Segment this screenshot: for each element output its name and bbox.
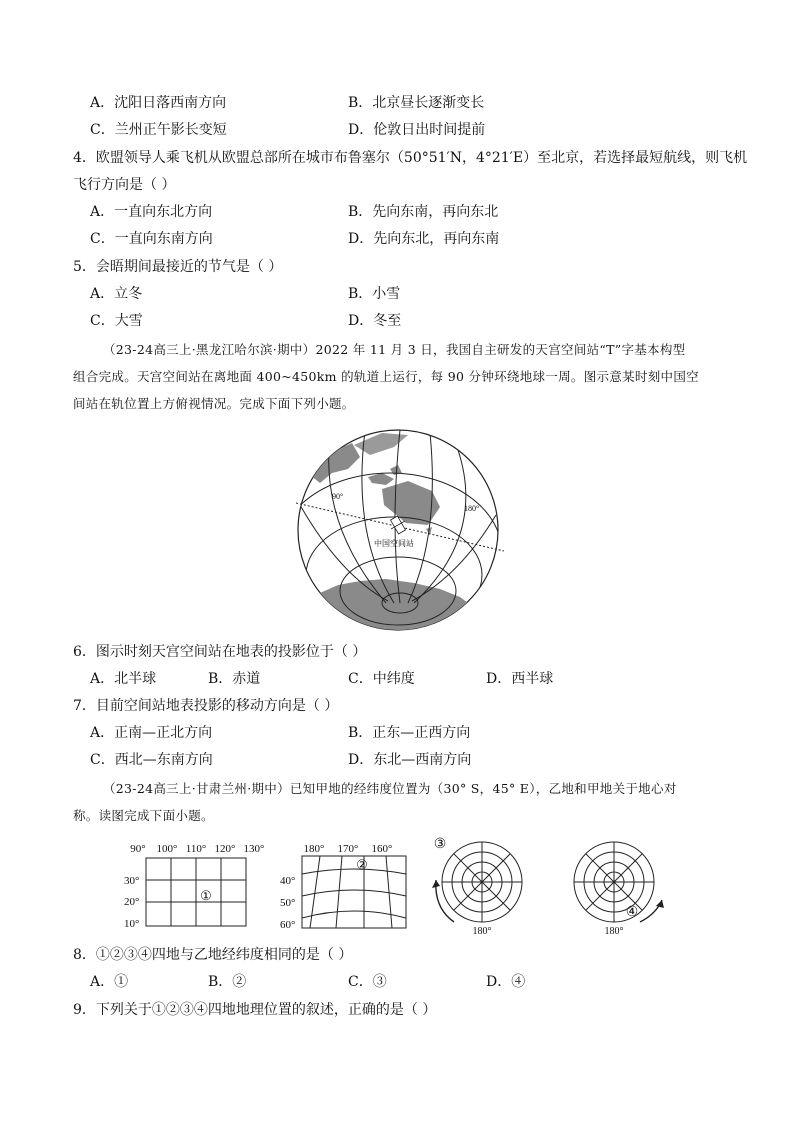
q4-option-c: C．一直向东南方向 bbox=[90, 231, 213, 247]
q6-option-a: A．北半球 bbox=[90, 671, 157, 687]
polar-figure-4 bbox=[560, 836, 670, 938]
q4-stem-line1: 4．欧盟领导人乘飞机从欧盟总部所在城市布鲁塞尔（50°51′N，4°21′E）至北京，若选择最短航线，则飞机 bbox=[73, 150, 748, 166]
fig1-lon-label: 120° bbox=[214, 843, 236, 855]
q7-option-a: A．正南—正北方向 bbox=[90, 725, 213, 741]
q7-option-c: C．西北—东南方向 bbox=[90, 752, 213, 768]
polar-figure-3 bbox=[428, 836, 536, 938]
fig2-lat-label: 40° bbox=[280, 875, 296, 887]
q6-option-b: B．赤道 bbox=[208, 671, 261, 687]
q8-option-c: C．③ bbox=[348, 974, 387, 990]
q4-option-a: A．一直向东北方向 bbox=[90, 204, 213, 220]
globe-figure bbox=[290, 425, 510, 640]
fig2-lat-label: 50° bbox=[280, 897, 296, 909]
fig1-lat-label: 30° bbox=[124, 875, 140, 887]
fig1-lon-label: 130° bbox=[243, 843, 265, 855]
q3-option-b: B．北京昼长逐渐变长 bbox=[348, 95, 485, 111]
fig4-arrowhead bbox=[656, 900, 664, 908]
fig1-lon-label: 100° bbox=[156, 843, 178, 855]
label-90: 90° bbox=[332, 492, 344, 501]
q7-option-d: D．东北—西南方向 bbox=[348, 752, 472, 768]
grid-figure-2 bbox=[276, 838, 412, 934]
fig2-grid-lines bbox=[302, 856, 406, 928]
q5-option-d: D．冬至 bbox=[348, 313, 402, 329]
q8-option-d: D．④ bbox=[486, 974, 526, 990]
fig2-marker: ② bbox=[356, 857, 368, 872]
q8-option-a: A．① bbox=[90, 974, 129, 990]
fig2-lon-label: 170° bbox=[337, 843, 359, 855]
q4-option-b: B．先向东南，再向东北 bbox=[348, 204, 499, 220]
fig1-lon-label: 90° bbox=[130, 843, 146, 855]
fig2-lon-label: 180° bbox=[303, 843, 325, 855]
passage1-line1: （23-24高三上·黑龙江哈尔滨·期中）2022 年 11 月 3 日，我国自主研发的天宫空间站“T”字基本构型 bbox=[103, 342, 686, 357]
grid-figure-1 bbox=[118, 838, 278, 934]
q5-option-c: C．大雪 bbox=[90, 313, 143, 329]
fig4-bottom-label: 180° bbox=[604, 926, 624, 937]
fig1-grid-lines bbox=[146, 858, 246, 926]
passage1-line3: 间站在轨位置上方俯视情况。完成下面下列小题。 bbox=[73, 396, 355, 411]
fig3-polar-grid bbox=[442, 842, 522, 922]
q3-option-a: A．沈阳日落西南方向 bbox=[90, 95, 227, 111]
fig2-lon-label: 160° bbox=[371, 843, 393, 855]
q6-option-c: C．中纬度 bbox=[348, 671, 415, 687]
q9-stem: 9．下列关于①②③④四地地理位置的叙述，正确的是（ ） bbox=[73, 1002, 437, 1018]
q4-option-d: D．先向东北，再向东南 bbox=[348, 231, 500, 247]
q5-stem: 5．会晤期间最接近的节气是（ ） bbox=[73, 259, 283, 275]
q3-option-d: D．伦敦日出时间提前 bbox=[348, 122, 486, 138]
fig3-marker: ③ bbox=[433, 837, 447, 852]
q8-option-b: B．② bbox=[208, 974, 247, 990]
passage1-line2: 组合完成。天宫空间站在离地面 400~450km 的轨道上运行，每 90 分钟环绕地球一周。图示意某时刻中国空 bbox=[73, 369, 699, 384]
fig1-lat-label: 10° bbox=[124, 918, 140, 930]
label-180: 180° bbox=[464, 504, 480, 513]
station-label: 中国空间站 bbox=[374, 539, 414, 548]
fig1-lat-label: 20° bbox=[124, 896, 140, 908]
fig3-bottom-label: 180° bbox=[472, 926, 492, 937]
fig2-lat-label: 60° bbox=[280, 919, 296, 931]
fig3-arrowhead bbox=[432, 880, 440, 888]
fig1-marker: ① bbox=[200, 888, 212, 903]
q8-stem: 8．①②③④四地与乙地经纬度相同的是（ ） bbox=[73, 947, 353, 963]
q5-option-b: B．小雪 bbox=[348, 286, 401, 302]
q4-stem-line2: 飞行方向是（ ） bbox=[73, 177, 176, 193]
q6-option-d: D．西半球 bbox=[486, 671, 554, 687]
q6-stem: 6．图示时刻天宫空间站在地表的投影位于（ ） bbox=[73, 644, 367, 660]
fig4-marker: ④ bbox=[625, 905, 639, 920]
q7-stem: 7．目前空间站地表投影的移动方向是（ ） bbox=[73, 698, 339, 714]
q7-option-b: B．正东—正西方向 bbox=[348, 725, 471, 741]
passage2-line2: 称。读图完成下面小题。 bbox=[73, 808, 214, 823]
passage2-line1: （23-24高三上·甘肃兰州·期中）已知甲地的经纬度位置为（30° S，45° E），乙地和甲地关于地心对 bbox=[103, 781, 677, 796]
q5-option-a: A．立冬 bbox=[90, 286, 143, 302]
q3-option-c: C．兰州正午影长变短 bbox=[90, 122, 227, 138]
fig1-lon-label: 110° bbox=[185, 843, 207, 855]
fig4-polar-grid bbox=[574, 842, 654, 922]
